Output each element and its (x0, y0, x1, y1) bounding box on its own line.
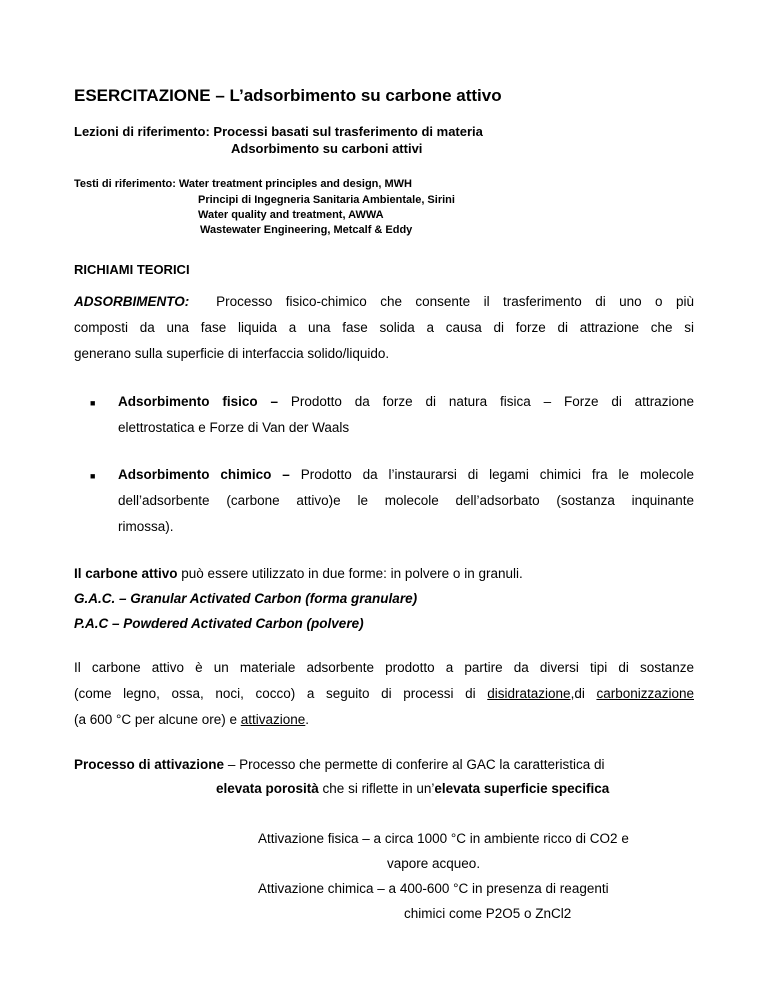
bullet-chimico-row-3: rimossa). (118, 519, 174, 534)
carbone-row-3-end: . (305, 712, 310, 727)
term-carbonizzazione: carbonizzazione (596, 686, 694, 701)
bullet-chimico-text-1: Prodotto da l’instaurarsi di legami chimici fra le molecole (300, 467, 694, 482)
carbone-row-2 (74, 681, 694, 707)
forme-line (74, 566, 523, 581)
attivazione-line-1 (74, 757, 604, 772)
testi-line-2: Principi di Ingegneria Sanitaria Ambientale, Sirini (198, 194, 455, 206)
carbone-row-2-text: (come legno, ossa, noci, cocco) a seguito di processi di (74, 686, 488, 701)
adsorbimento-paragraph (74, 289, 694, 367)
term-disidratazione: disidratazione (487, 686, 571, 701)
pac-line: P.A.C – Powdered Activated Carbon (polvere) (74, 616, 364, 631)
page-title: ESERCITAZIONE – L’adsorbimento su carbone attivo (74, 86, 502, 105)
bullet-marker-2: ■ (90, 471, 96, 481)
attivazione-chimica-1: Attivazione chimica – a 400-600 °C in presenza di reagenti (258, 881, 609, 896)
elevata-superficie: elevata superficie specifica (434, 781, 610, 796)
testi-line-1: Testi di riferimento: Water treatment principles and design, MWH (74, 178, 412, 190)
forme-text: può essere utilizzato in due forme: in polvere o in granuli. (177, 566, 523, 581)
carbone-row-1: Il carbone attivo è un materiale adsorbente prodotto a partire da diversi tipi di sostanze (74, 660, 694, 675)
bullet-fisico-term: Adsorbimento fisico – (118, 394, 278, 409)
lezioni-line-1: Lezioni di riferimento: Processi basati sul trasferimento di materia (74, 124, 483, 139)
adsorbimento-row-2: composti da una fase liquida a una fase solida a causa di forze di attrazione che si (74, 320, 694, 335)
attivazione-fisica-1: Attivazione fisica – a circa 1000 °C in ambiente ricco di CO2 e (258, 831, 629, 846)
bullet-item-fisico (118, 389, 694, 441)
carbone-row-2-sep: ,di (570, 686, 597, 701)
carbone-paragraph (74, 655, 694, 733)
attivazione-chimica-2: chimici come P2O5 o ZnCl2 (404, 906, 572, 921)
bullet-item-chimico (118, 462, 694, 540)
attivazione-text: – Processo che permette di conferire al GAC la caratteristica di (224, 757, 605, 772)
gac-line: G.A.C. – Granular Activated Carbon (forma granulare) (74, 591, 418, 606)
attivazione-line-2 (216, 781, 609, 796)
bullet-chimico-row-2: dell’adsorbente (carbone attivo)e le molecole dell’adsorbato (sostanza inquinante (118, 493, 694, 508)
adsorbimento-term: ADSORBIMENTO: (74, 294, 190, 309)
lezioni-line-2: Adsorbimento su carboni attivi (231, 141, 423, 156)
bullet-chimico-term: Adsorbimento chimico – (118, 467, 290, 482)
bullet-chimico-row-1 (118, 462, 694, 488)
attivazione-fisica-2: vapore acqueo. (387, 856, 481, 871)
bullet-fisico-row-1 (118, 389, 694, 415)
attivazione-line-2-mid: che si riflette in un’ (318, 781, 435, 796)
bullet-fisico-row-2: elettrostatica e Forze di Van der Waals (118, 420, 350, 435)
term-attivazione: attivazione (240, 712, 306, 727)
forme-term: Il carbone attivo (74, 566, 178, 581)
attivazione-term: Processo di attivazione (74, 757, 225, 772)
bullet-fisico-text-1: Prodotto da forze di natura fisica – Forze di attrazione (290, 394, 694, 409)
testi-line-4: Wastewater Engineering, Metcalf & Eddy (200, 224, 413, 236)
elevata-porosita: elevata porosità (216, 781, 319, 796)
section-heading: RICHIAMI TEORICI (74, 262, 190, 277)
adsorbimento-row-1 (74, 289, 694, 315)
adsorbimento-text-1: Processo fisico-chimico che consente il trasferimento di uno o più (216, 294, 694, 309)
adsorbimento-row-3: generano sulla superficie di interfaccia solido/liquido. (74, 346, 390, 361)
bullet-marker-1: ■ (90, 398, 96, 408)
carbone-row-3 (74, 707, 694, 733)
carbone-row-3-text: (a 600 °C per alcune ore) e (74, 712, 241, 727)
testi-line-3: Water quality and treatment, AWWA (198, 209, 384, 221)
